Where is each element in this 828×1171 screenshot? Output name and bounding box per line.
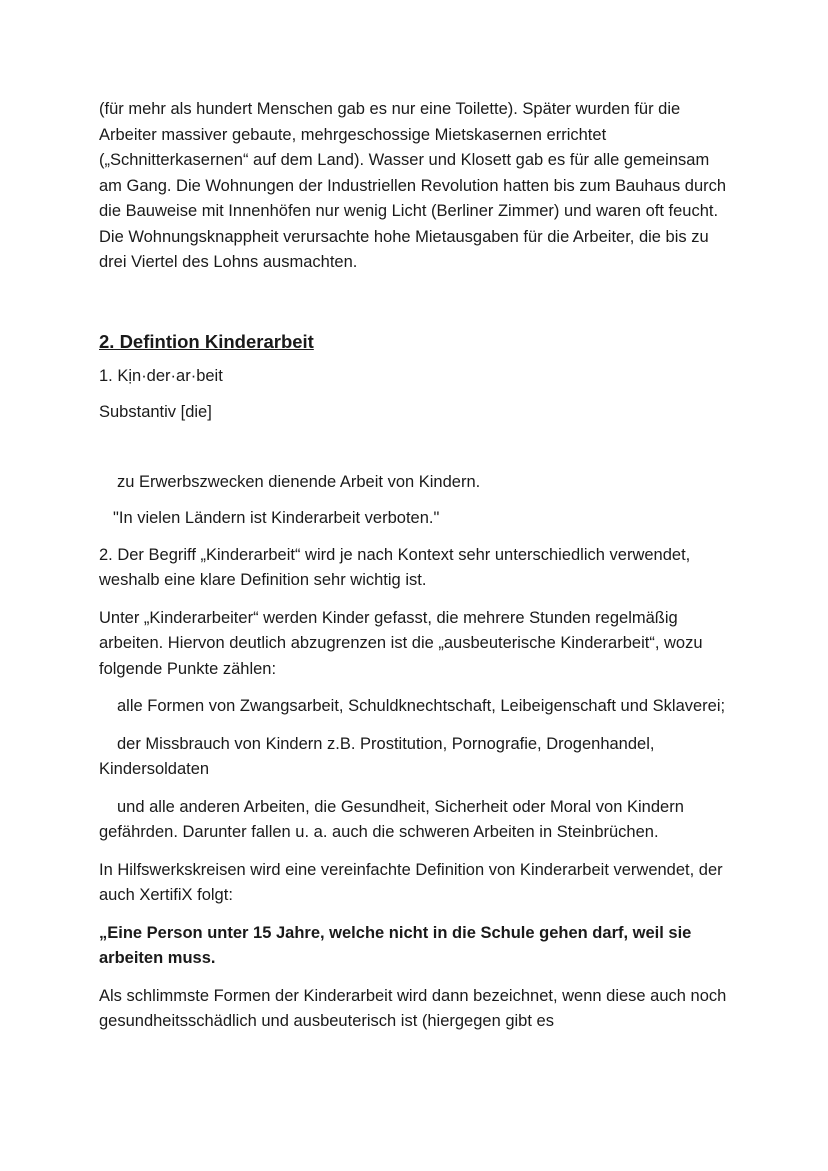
paragraph-unter: Unter „Kinderarbeiter“ werden Kinder gefasst, die mehrere Stunden regelmäßig arbeiten. Hiervon deutlich abzugrenzen ist die „ausbeuterische Kinderarbeit“, wozu folgende Punkte zählen: [99,608,703,678]
paragraph-begriff: 2. Der Begriff „Kinderarbeit“ wird je nach Kontext sehr unterschiedlich verwendet, weshalb eine klare Definition sehr wichtig ist. [99,545,691,589]
document-body [99,97,731,1035]
intro-paragraph: (für mehr als hundert Menschen gab es nur eine Toilette). Später wurden für die Arbeiter massiver gebaute, mehrgeschossige Mietskasernen errichtet („Schnitterkasernen“ auf dem Land). Wasser und Klosett gab es für alle gemeinsam am Gang. Die Wohnungen der Industriellen Revolution hatten bis zum Bauhaus durch die Bauweise mit Innenhöfen nur wenig Licht (Berliner Zimmer) und waren oft feucht. Die Wohnungsknappheit verursachte hohe Mietausgaben für die Arbeiter, die bis zu drei Viertel des Lohns ausmachten. [99,100,727,271]
dictionary-headword: 1. Kịn·der·ar·beit [99,366,223,385]
dictionary-meaning: zu Erwerbszwecken dienende Arbeit von Kindern. [117,472,481,491]
paragraph-definition: „Eine Person unter 15 Jahre, welche nicht in die Schule gehen darf, weil sie arbeiten muss. [99,923,692,967]
spacer [99,426,731,470]
list-item: der Missbrauch von Kindern z.B. Prostitution, Pornografie, Drogenhandel, Kindersoldaten [99,734,655,778]
section-heading: 2. Defintion Kinderarbeit [99,330,314,352]
paragraph-schlimmste: Als schlimmste Formen der Kinderarbeit wird dann bezeichnet, wenn diese auch noch gesundheitsschädlich und ausbeuterisch ist (hiergegen gibt es [99,986,727,1030]
list-item: alle Formen von Zwangsarbeit, Schuldknechtschaft, Leibeigenschaft und Sklaverei; [117,697,726,715]
dictionary-example: "In vielen Ländern ist Kinderarbeit verboten." [113,509,440,527]
dictionary-word-class: Substantiv [die] [99,403,212,421]
list-item: und alle anderen Arbeiten, die Gesundheit, Sicherheit oder Moral von Kindern gefährden. Darunter fallen u. a. auch die schweren Arbeiten in Steinbrüchen. [99,797,684,841]
paragraph-hilfswerk: In Hilfswerkskreisen wird eine vereinfachte Definition von Kinderarbeit verwendet, der auch XertifiX folgt: [99,860,723,904]
